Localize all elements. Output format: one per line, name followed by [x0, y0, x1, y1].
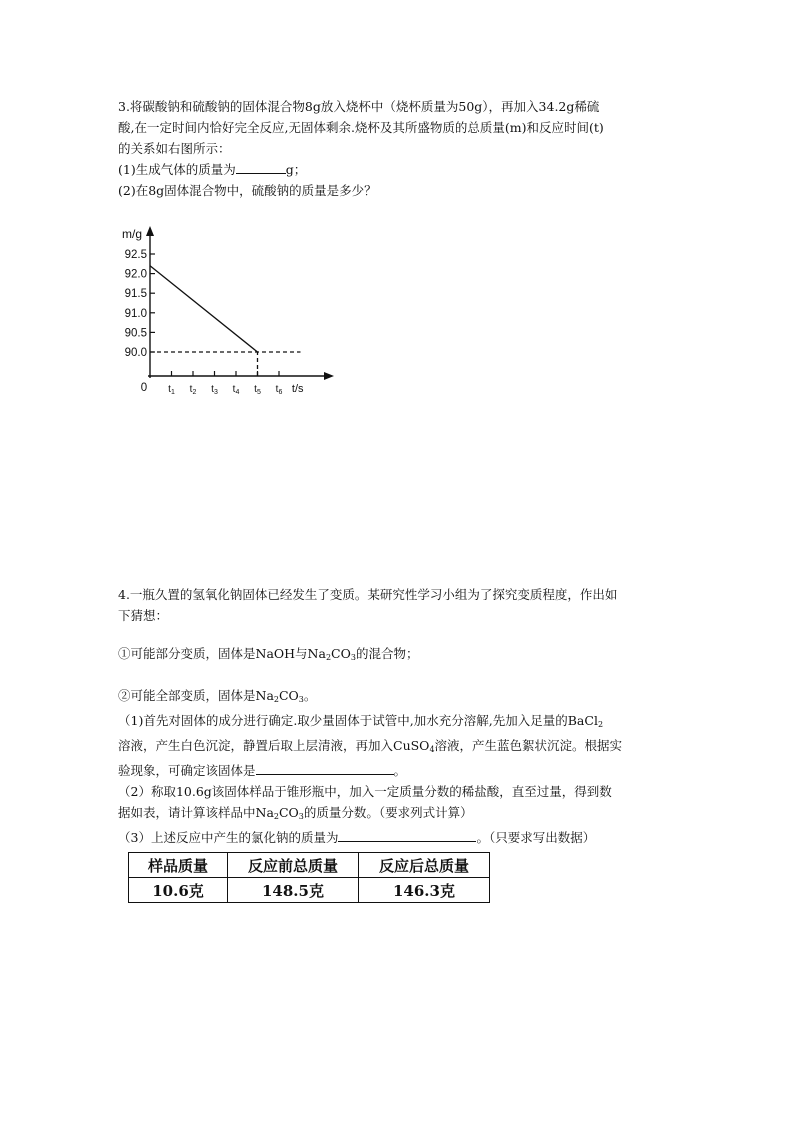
guess-1: ①可能部分变质，固体是NaOH与$Na_2CO_3$的混合物； — [118, 646, 419, 662]
y-tick-label: 91.5 — [124, 288, 147, 301]
x-tick-label: $t_3$ — [211, 384, 218, 396]
x-tick-label: $t_5$ — [254, 384, 261, 396]
x-tick-label: $t_6$ — [275, 384, 283, 396]
origin-label: 0 — [140, 382, 148, 394]
table-row — [129, 878, 490, 903]
q3-line-3: 的关系如右图所示： — [118, 141, 231, 156]
q4-line-1: 4.一瓶久置的氢氧化钠固体已经发生了变质。某研究性学习小组为了探究变质程度，作出如 — [118, 587, 618, 602]
table-header-row — [129, 853, 490, 878]
part-1-line-a: （1)首先对固体的成分进行确定.取少量固体于试管中,加水充分溶解,先加入足量的BaCl$_2$ — [118, 713, 604, 729]
question-4-parts — [118, 685, 678, 848]
answer-blank — [338, 827, 476, 842]
x-tick-label: $t_1$ — [168, 384, 175, 396]
table-header-cell: 反应后总质量 — [359, 853, 490, 878]
series-line — [150, 266, 258, 352]
answer-blank — [236, 159, 286, 174]
table-cell: 148.5克 — [228, 878, 359, 903]
table-header-cell: 样品质量 — [129, 853, 228, 878]
part-2-line-b: 据如表，请计算该样品中$Na_2CO_3$的质量分数。（要求列式计算） — [118, 805, 473, 821]
y-tick-label: 92.0 — [124, 268, 147, 281]
question-3 — [118, 96, 678, 201]
x-tick-label: $t_2$ — [189, 384, 197, 396]
y-tick-label: 92.5 — [124, 249, 147, 261]
guess-2: ②可能全部变质，固体是$Na_2CO_3$。 — [118, 688, 317, 704]
q3-sub-2: (2)在8g固体混合物中，硫酸钠的质量是多少？ — [118, 183, 377, 198]
y-tick-label: 91.0 — [124, 307, 147, 320]
x-axis-arrow — [324, 372, 334, 380]
part-2-line-a: （2）称取10.6g该固体样品于锥形瓶中，加入一定质量分数的稀盐酸，直至过量，得到数 — [118, 784, 612, 799]
part-1-line-c: 验现象，可确定该固体是 。 — [118, 760, 678, 781]
question-4 — [118, 584, 678, 626]
q3-line-2: 酸,在一定时间内恰好完全反应,无固体剩余.烧杯及其所盛物质的总质量(m)和反应时间(t) — [118, 120, 604, 135]
table-cell: 10.6克 — [129, 878, 228, 903]
part-1-line-b: 溶液，产生白色沉淀，静置后取上层清液，再加入CuSO$_4$溶液，产生蓝色絮状沉淀。根据实 — [118, 738, 623, 754]
y-axis-arrow — [146, 226, 154, 236]
answer-blank — [256, 760, 394, 775]
q3-line-1: 3.将碳酸钠和硫酸钠的固体混合物8g放入烧杯中（烧杯质量为50g），再加入34.2g稀硫 — [118, 99, 600, 114]
y-axis-label: m/g — [122, 227, 143, 241]
data-table — [128, 852, 490, 903]
x-tick-label: $t_4$ — [232, 384, 240, 396]
x-axis-label: t/s — [291, 383, 304, 395]
table-cell: 146.3克 — [359, 878, 490, 903]
q3-sub-1: (1)生成气体的质量为 g； — [118, 159, 678, 180]
q4-line-2: 下猜想： — [118, 608, 169, 623]
mass-time-chart — [118, 222, 338, 397]
y-tick-label: 90.0 — [124, 347, 147, 359]
table-header-cell: 反应前总质量 — [228, 853, 359, 878]
y-tick-label: 90.5 — [124, 327, 147, 340]
part-3-line: （3）上述反应中产生的氯化钠的质量为 。（只要求写出数据） — [118, 827, 678, 848]
